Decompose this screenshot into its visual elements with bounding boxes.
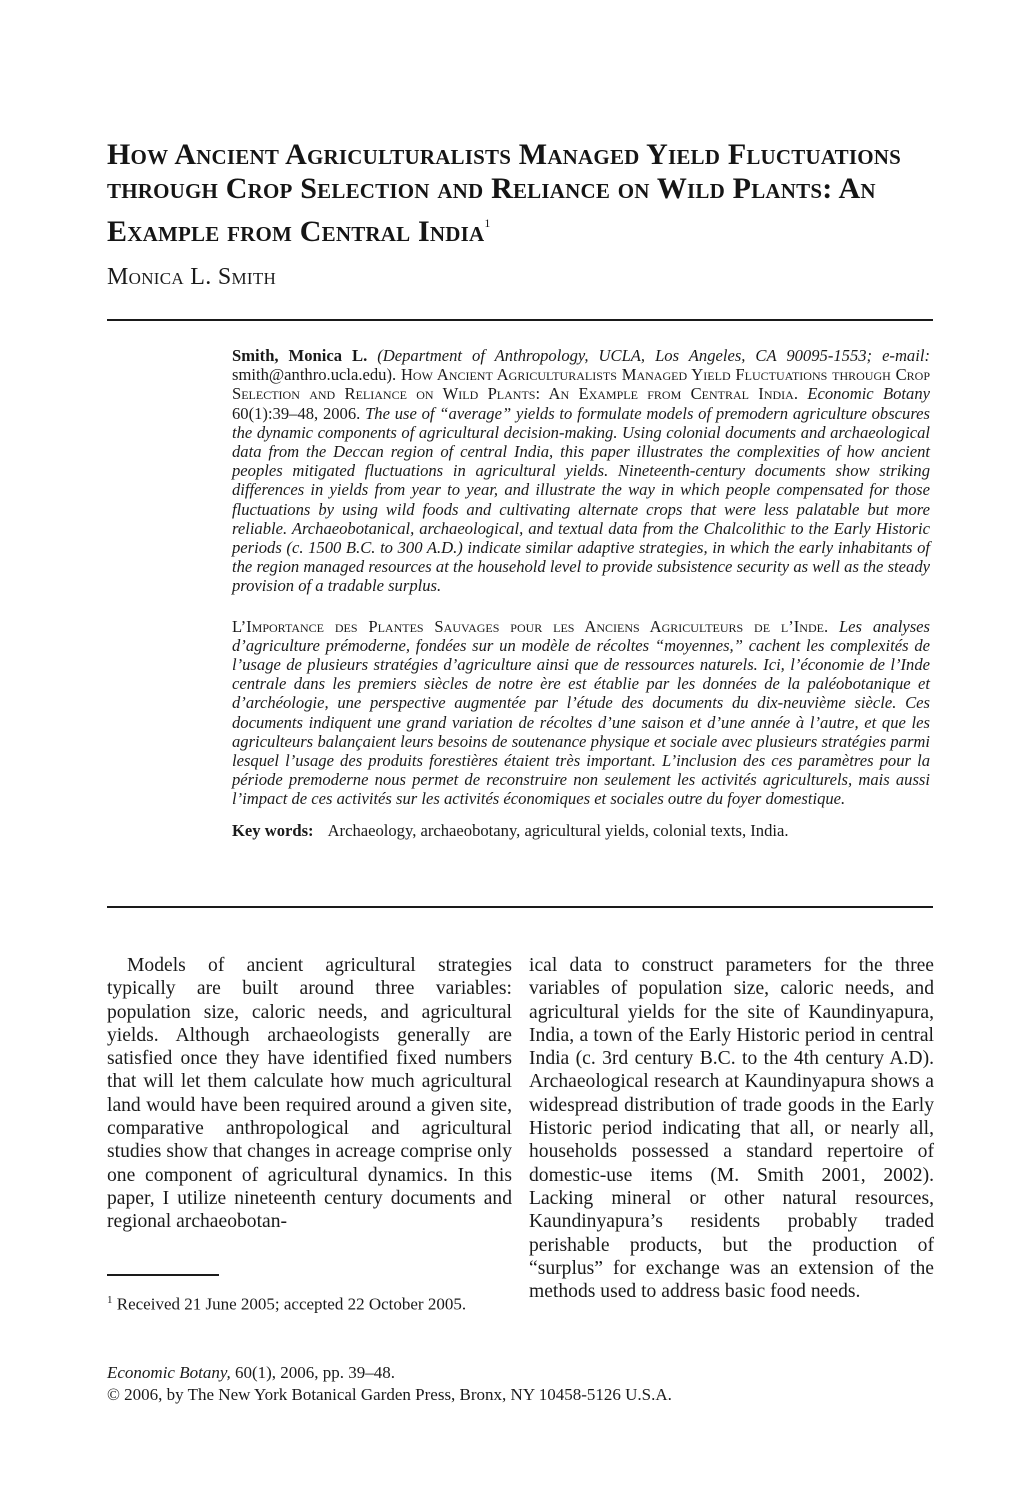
keywords-value: Archaeology, archaeobotany, agricultural yields, colonial texts, India. [327, 820, 789, 840]
article-author: Monica L. Smith [107, 264, 277, 290]
body-paragraph-right: ical data to construct parameters for the three variables of population size, caloric needs, and agricultural yields for the site of Kaundinyapura, India, a town of the Early Historic period in central India (c. 3rd century B.C. to the 4th century A.D). Archaeological research at Kaundinyapura shows a widespread distribution of trade goods in the Early Historic period indicating that all, or nearly all, households possessed a standard repertoire of domestic-use items (M. Smith 2001, 2002). Lacking mineral or other natural resources, Kaundinyapura’s residents probably traded perishable products, but the production of “surplus” for exchange was an extension of the methods used to address basic food needs. [529, 955, 934, 1303]
keywords-label: Key words: [232, 820, 314, 840]
footnote-text: Received 21 June 2005; accepted 22 October 2005. [116, 1294, 467, 1314]
footnote [107, 1290, 512, 1315]
footnote-marker: 1 [107, 1294, 113, 1306]
abstract-author: Smith, Monica L. [232, 346, 368, 365]
body-column-right [529, 954, 934, 1303]
abstract-block [232, 346, 930, 840]
abstract-french-title: L’Importance des Plantes Sauvages pour les Anciens Agriculteurs de l’Inde. [232, 616, 829, 636]
abstract-french [232, 617, 930, 809]
top-rule [107, 319, 933, 321]
abstract-english [232, 346, 930, 596]
bottom-rule [107, 906, 933, 908]
body-paragraph-left: Models of ancient agricultural strategies typically are built around three variables: population size, caloric needs, and agricultural yields. Although archaeologists generally are satisfied once they have identified fixed numbers that will let them calculate how much agricultural land would have been required around a given site, comparative anthropological and agricultural studies show that changes in acreage comprise only one component of agricultural dynamics. In this paper, I utilize nineteenth century documents and regional archaeobotan- [107, 955, 512, 1233]
footer-journal-line [107, 1362, 395, 1384]
footer-citation: 60(1), 2006, pp. 39–48. [234, 1363, 396, 1382]
abstract-body: The use of “average” yields to formulate models of premodern agriculture obscures the dynamic components of agricultural decision-making. Using colonial documents and archaeological data from the Deccan region of central India, this paper illustrates the complexities of how ancient peoples mitigated fluctuations in agricultural yields. Nineteenth-century documents show striking differences in yields from year to year, and illustrate the way in which people compensated for those fluctuations by using wild foods and cultivating alternate crops that were less palatable but more reliable. Archaeobotanical, archaeological, and textual data from the Chalcolithic to the Early Historic periods (c. 1500 B.C. to 300 A.D.) indicate similar adaptive strategies, in which the early inhabitants of the region managed resources at the household level to provide subsistence security as well as the steady provision of a tradable surplus. [232, 403, 931, 596]
body-column-left [107, 954, 512, 1234]
abstract-title: How Ancient Agriculturalists Managed Yield Fluctuations through Crop Selection and Reliance on Wild Plants: An Example from Central India. [232, 365, 930, 404]
abstract-affiliation: (Department of Anthropology, UCLA, Los Angeles, CA 90095-1553; [377, 346, 873, 365]
abstract-citation: 60(1):39–48, 2006. [232, 403, 361, 423]
abstract-email: smith@anthro.ucla.edu). [232, 365, 397, 385]
abstract-email-label: e-mail: [882, 346, 930, 365]
abstract-french-body: Les analyses d’agriculture prémoderne, fondées sur un modèle de récoltes “moyennes,” cachent les complexités de l’usage de plusieurs stratégies d’agriculture ainsi que de ressources naturels. Ici, l’économie de l’Inde centrale dans les premiers siècles de notre ère est établie par les données de la paléobotanique et d’archéologie, une perspective augmentée par l’étude des documents du dix-neuvième siècle. Ces documents indiquent une grand variation de récoltes d’une saison et d’une année à l’autre, et que les agriculteurs balançaient leurs besoins de soutenance physique et sociale avec plusieurs stratégies parmi lesquel l’usage des produits forestières étaient très important. L’inclusion des ces paramètres pour la période premoderne nous permet de reconstruire non seulement les activités agriculturels, mais aussi l’impact de ces activités sur les activités économiques et sociales outre du foyer domestique. [232, 616, 930, 809]
footer-copyright: © 2006, by The New York Botanical Garden Press, Bronx, NY 10458-5126 U.S.A. [107, 1385, 672, 1404]
title-footnote-marker: 1 [484, 216, 491, 230]
footnote-rule [107, 1274, 219, 1276]
abstract-journal: Economic Botany [807, 384, 930, 404]
keywords [232, 821, 930, 840]
article-title: How Ancient Agriculturalists Managed Yield Fluctuations through Crop Selection and Reliance on Wild Plants: An Example from Central India$^1$ [107, 138, 902, 248]
footer-journal: Economic Botany, [107, 1363, 231, 1382]
